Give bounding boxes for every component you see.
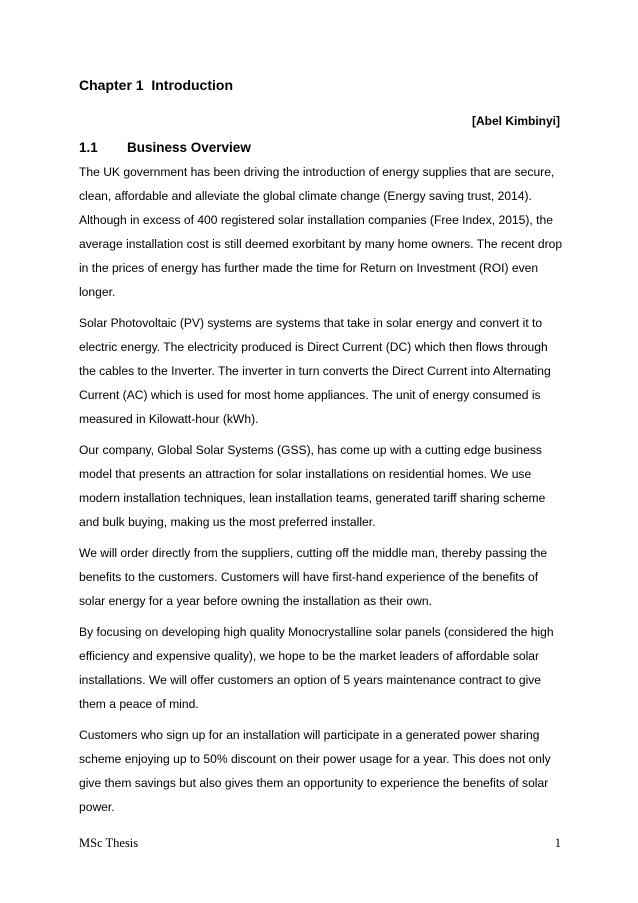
paragraph: The UK government has been driving the introduction of energy supplies that are secure, clean, affordable and alleviate the global climate change (Energy saving trust, 2014). Although in excess of 400 registered solar installation companies (Free Index, 2015), the average installation cost is still deemed exorbitant by many home owners. The recent drop in the prices of energy has further made the time for Return on Investment (ROI) even longer. bbox=[79, 165, 563, 299]
section-title: Business Overview bbox=[127, 140, 251, 155]
body-text bbox=[79, 160, 563, 826]
chapter-title: Chapter 1 Introduction bbox=[79, 77, 233, 93]
paragraph: Our company, Global Solar Systems (GSS), has come up with a cutting edge business model that presents an attraction for solar installations on residential homes. We use modern installation techniques, lean installation teams, generated tariff sharing scheme and bulk buying, making us the most preferred installer. bbox=[79, 443, 546, 529]
section-number: 1.1 bbox=[79, 140, 98, 155]
section-heading bbox=[79, 140, 251, 155]
paragraph: By focusing on developing high quality Monocrystalline solar panels (considered the high efficiency and expensive quality), we hope to be the market leaders of affordable solar installations. We will offer customers an option of 5 years maintenance contract to give them a peace of mind. bbox=[79, 625, 554, 711]
paragraph: Solar Photovoltaic (PV) systems are systems that take in solar energy and convert it to electric energy. The electricity produced is Direct Current (DC) which then flows through the cables to the Inverter. The inverter in turn converts the Direct Current into Alternating Current (AC) which is used for most home appliances. The unit of energy consumed is measured in Kilowatt-hour (kWh). bbox=[79, 316, 551, 426]
paragraph: Customers who sign up for an installation will participate in a generated power sharing scheme enjoying up to 50% discount on their power usage for a year. This does not only give them savings but also gives them an opportunity to experience the benefits of solar power. bbox=[79, 728, 551, 814]
page-number: 1 bbox=[554, 836, 561, 850]
author-name: [Abel Kimbinyi] bbox=[471, 114, 560, 128]
footer-label: MSc Thesis bbox=[79, 836, 139, 850]
paragraph: We will order directly from the suppliers, cutting off the middle man, thereby passing the benefits to the customers. Customers will have first-hand experience of the benefits of solar energy for a year before owning the installation as their own. bbox=[79, 546, 548, 608]
